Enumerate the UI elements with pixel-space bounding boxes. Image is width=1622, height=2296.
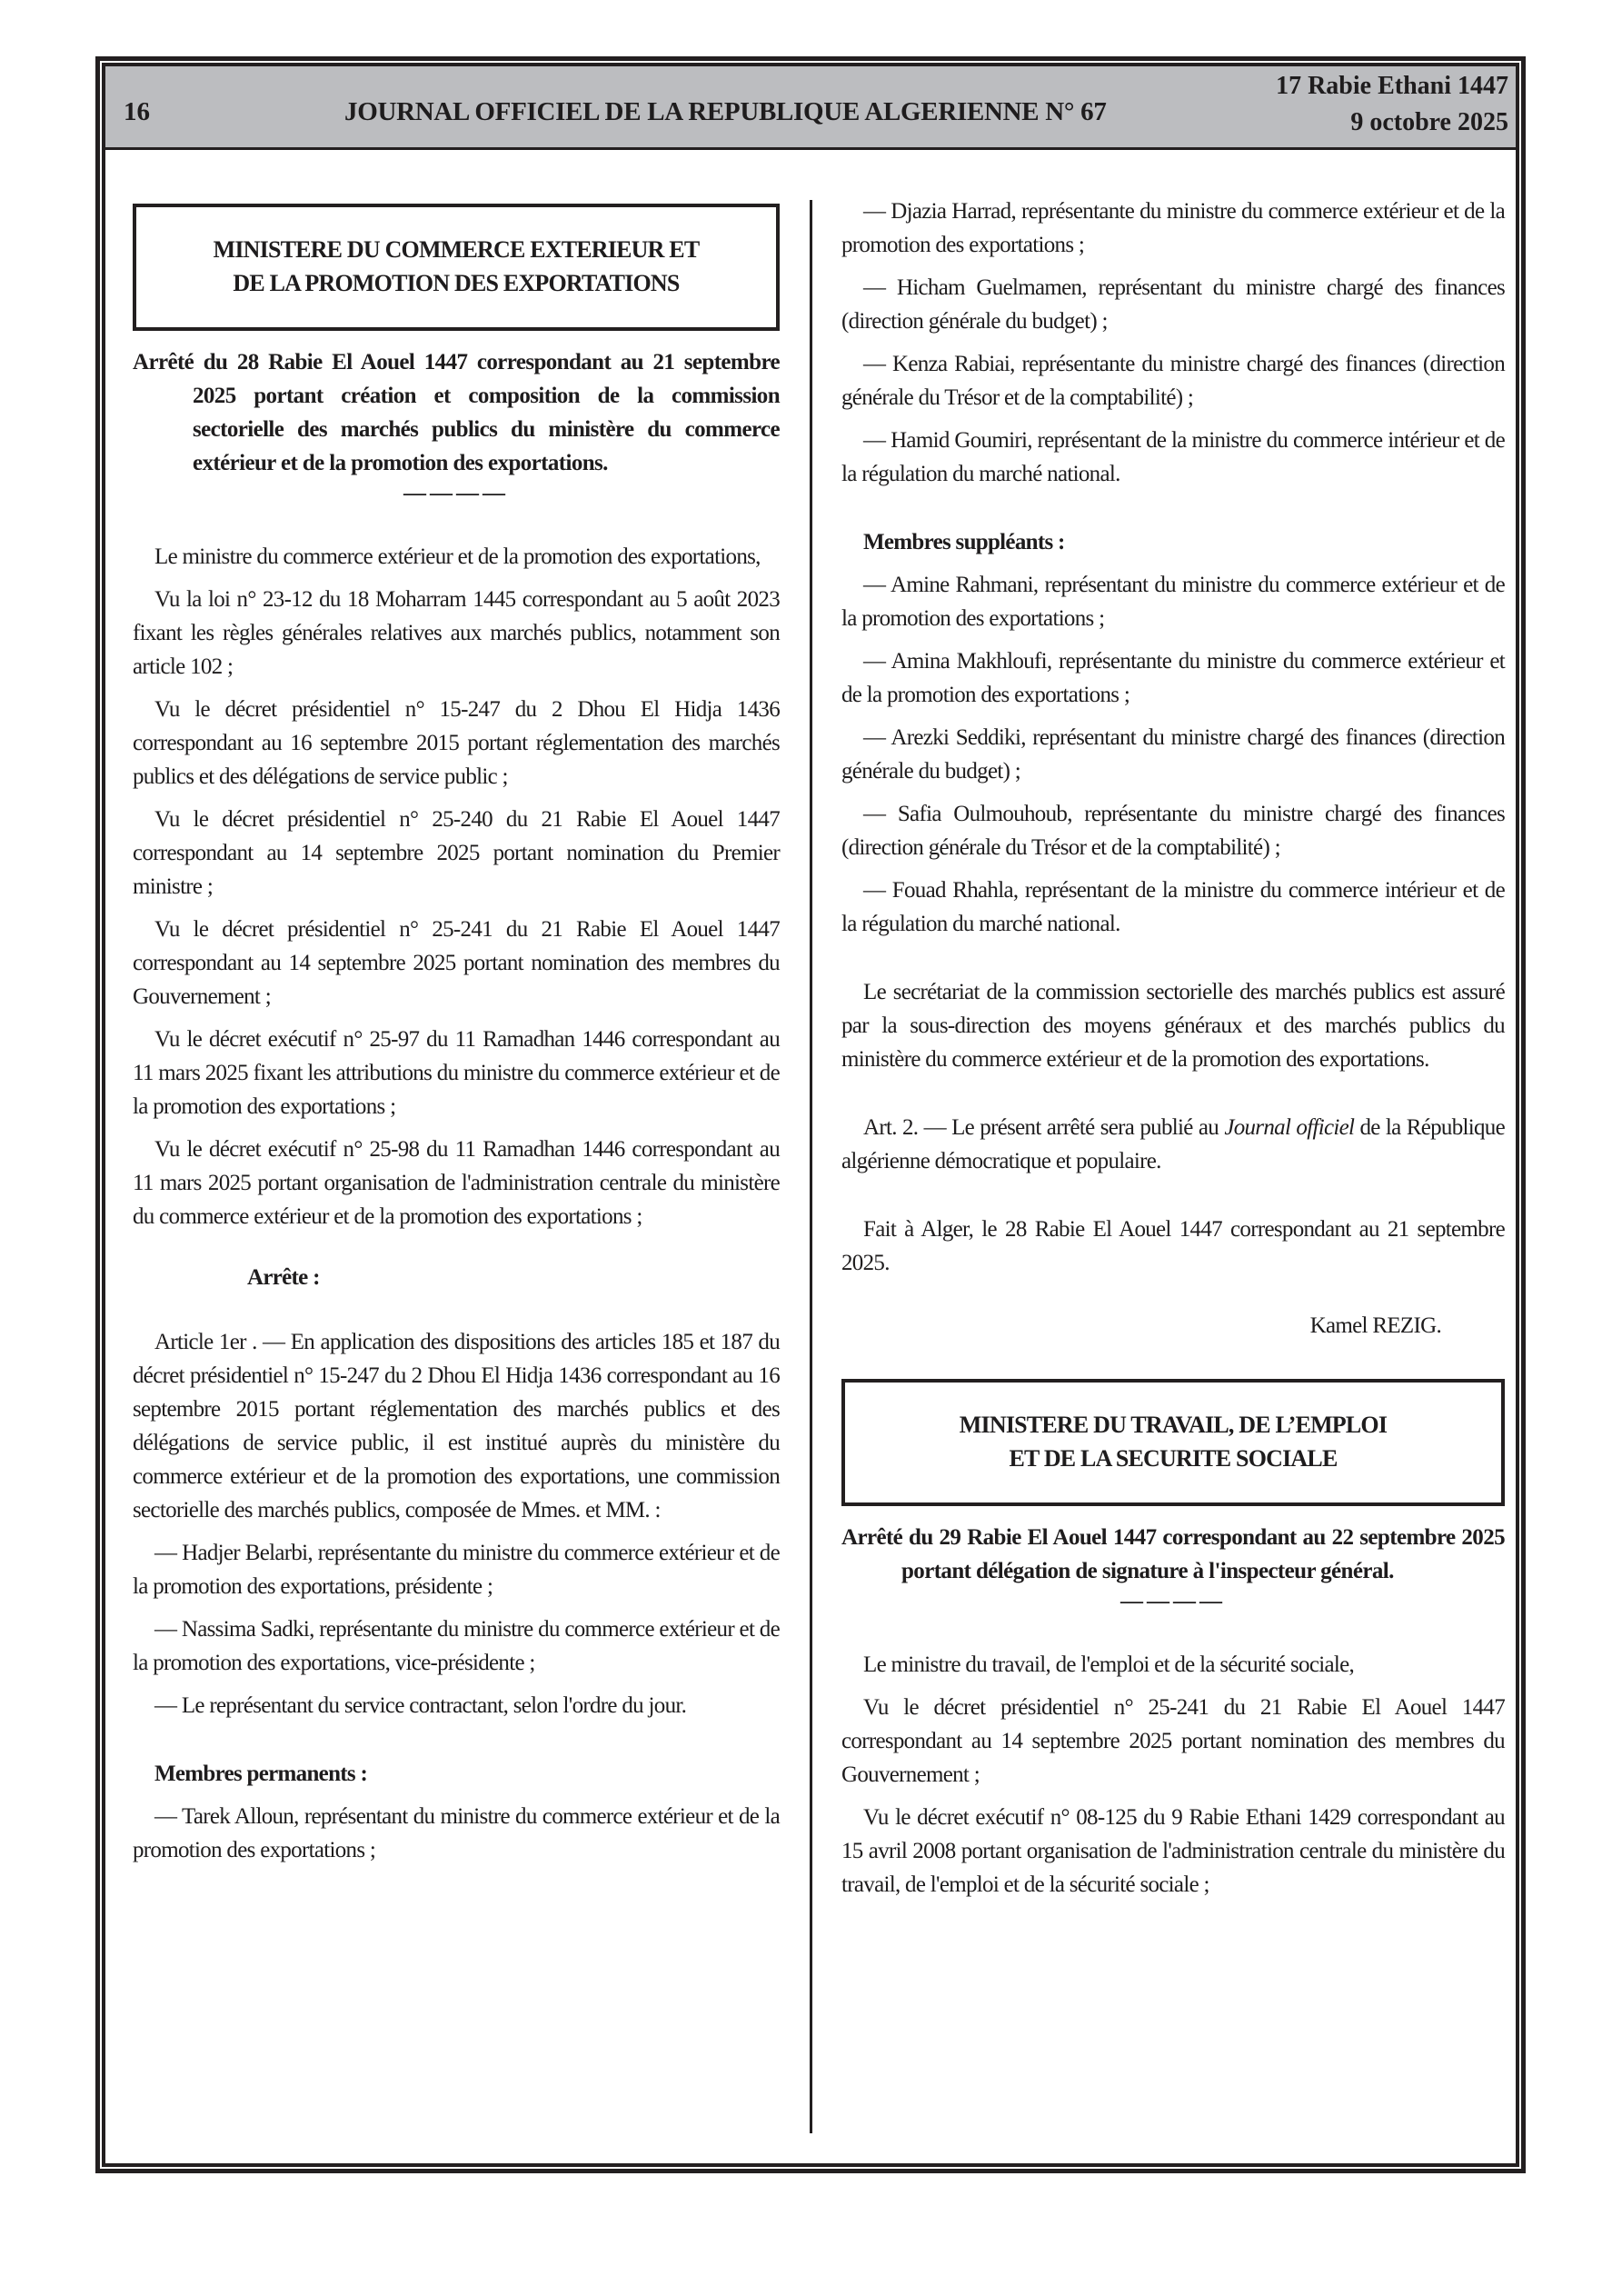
member-item: — Le représentant du service contractant, selon l'ordre du jour. <box>154 1693 687 1718</box>
article-2-prefix: Art. 2. — Le présent arrêté sera publié au <box>863 1115 1225 1140</box>
visa-paragraph: Vu le décret présidentiel n° 25-240 du 21 Rabie El Aouel 1447 correspondant au 14 septembre 2025 portant nomination du Premier ministre ; <box>133 807 780 899</box>
journal-title: JOURNAL OFFICIEL DE LA REPUBLIQUE ALGERIENNE N° 67 <box>344 97 1107 126</box>
ministry-heading-line1: MINISTERE DU TRAVAIL, DE L’EMPLOI <box>959 1412 1388 1438</box>
article-2-suffix: de la République algérienne démocratique et populaire. <box>841 1115 1505 1173</box>
member-item: — Fouad Rhahla, représentant de la ministre du commerce intérieur et de la régulation du marché national. <box>841 878 1505 936</box>
arrete-heading: Arrête : <box>247 1265 320 1290</box>
separator-dashes: ———— <box>403 481 509 505</box>
right-column <box>841 195 1505 1911</box>
hijri-date: 17 Rabie Ethani 1447 <box>1276 72 1508 100</box>
journal-header <box>105 66 1516 150</box>
member-item: — Amine Rahmani, représentant du ministre du commerce extérieur et de la promotion des exportations ; <box>841 573 1505 631</box>
ministry-heading-line2: DE LA PROMOTION DES EXPORTATIONS <box>233 270 680 296</box>
page-number: 16 <box>124 97 150 126</box>
visa-paragraph: Vu le décret présidentiel n° 25-241 du 21 Rabie El Aouel 1447 correspondant au 14 septembre 2025 portant nomination des membres du Gouvernement ; <box>841 1695 1505 1787</box>
preamble-2: Le ministre du travail, de l'emploi et de la sécurité sociale, <box>863 1652 1355 1677</box>
visa-paragraph: Vu le décret exécutif n° 25-97 du 11 Ramadhan 1446 correspondant au 11 mars 2025 fixant les attributions du ministre du commerce extérieur et de la promotion des exportations ; <box>133 1027 780 1119</box>
ministry-heading-box <box>133 204 780 331</box>
member-item: — Nassima Sadki, représentante du ministre du commerce extérieur et de la promotion des exportations, vice-présidente ; <box>133 1617 780 1675</box>
permanent-members-heading: Membres permanents : <box>154 1762 368 1786</box>
ministry-heading-line2: ET DE LA SECURITE SOCIALE <box>1009 1445 1338 1472</box>
visa-paragraph: Vu le décret présidentiel n° 25-241 du 21 Rabie El Aouel 1447 correspondant au 14 septembre 2025 portant nomination des membres du Gouvernement ; <box>133 917 780 1009</box>
left-column <box>133 204 780 1876</box>
member-item: — Amina Makhloufi, représentante du ministre du commerce extérieur et de la promotion des exportations ; <box>841 649 1505 707</box>
gregorian-date: 9 octobre 2025 <box>1350 108 1508 136</box>
member-item: — Safia Oulmouhoub, représentante du ministre chargé des finances (direction générale du Trésor et de la comptabilité) ; <box>841 802 1505 860</box>
visa-paragraph: Vu le décret exécutif n° 08-125 du 9 Rabie Ethani 1429 correspondant au 15 avril 2008 portant organisation de l'administration centrale du ministère du travail, de l'emploi et de la sécurité sociale ; <box>841 1805 1505 1897</box>
signatory: Kamel REZIG. <box>1309 1313 1441 1338</box>
ministry-heading-box-2 <box>841 1379 1505 1506</box>
journal-officiel-italic: Journal officiel <box>1224 1115 1355 1140</box>
ministry-heading-line1: MINISTERE DU COMMERCE EXTERIEUR ET <box>213 236 700 263</box>
member-item: — Hamid Goumiri, représentant de la ministre du commerce intérieur et de la régulation du marché national. <box>841 428 1505 486</box>
visa-paragraph: Vu le décret exécutif n° 25-98 du 11 Ramadhan 1446 correspondant au 11 mars 2025 portant organisation de l'administration centrale du ministère du commerce extérieur et de la promotion des exportations ; <box>133 1137 780 1229</box>
visa-paragraph: Vu le décret présidentiel n° 15-247 du 2 Dhou El Hidja 1436 correspondant au 16 septembre 2015 portant réglementation des marchés publics et des délégations de service public ; <box>133 697 780 789</box>
alternate-members-heading: Membres suppléants : <box>863 530 1065 554</box>
separator-dashes: ———— <box>1120 1589 1226 1613</box>
member-item: — Djazia Harrad, représentante du ministre du commerce extérieur et de la promotion des exportations ; <box>841 199 1505 257</box>
article-2 <box>841 1111 1505 1178</box>
arrete-title-2: Arrêté du 29 Rabie El Aouel 1447 correspondant au 22 septembre 2025 portant délégation de signature à l'inspecteur général. <box>841 1525 1505 1583</box>
visa-paragraph: Vu la loi n° 23-12 du 18 Moharram 1445 correspondant au 5 août 2023 fixant les règles générales relatives aux marchés publics, notamment son article 102 ; <box>133 587 780 679</box>
member-item: — Arezki Seddiki, représentant du ministre chargé des finances (direction générale du budget) ; <box>841 725 1505 784</box>
column-divider <box>810 200 812 2133</box>
member-item: — Hadjer Belarbi, représentante du ministre du commerce extérieur et de la promotion des exportations, présidente ; <box>133 1541 780 1599</box>
secretariat-paragraph: Le secrétariat de la commission sectorielle des marchés publics est assuré par la sous-direction des moyens généraux et des marchés publics du ministère du commerce extérieur et de la promotion des exportations. <box>841 980 1505 1072</box>
preamble: Le ministre du commerce extérieur et de la promotion des exportations, <box>154 544 761 569</box>
member-item: — Tarek Alloun, représentant du ministre du commerce extérieur et de la promotion des exportations ; <box>133 1804 780 1862</box>
article-1: Article 1er . — En application des dispositions des articles 185 et 187 du décret présidentiel n° 15-247 du 2 Dhou El Hidja 1436 correspondant au 16 septembre 2015 portant réglementation des marchés publics et des délégations de service public, il est institué auprès du ministère du commerce extérieur et de la promotion des exportations, une commission sectorielle des marchés publics, composée de Mmes. et MM. : <box>133 1330 780 1522</box>
member-item: — Hicham Guelmamen, représentant du ministre chargé des finances (direction générale du budget) ; <box>841 275 1505 334</box>
done-at: Fait à Alger, le 28 Rabie El Aouel 1447 correspondant au 21 septembre 2025. <box>841 1217 1505 1275</box>
arrete-title: Arrêté du 28 Rabie El Aouel 1447 correspondant au 21 septembre 2025 portant création et composition de la commission sectorielle des marchés publics du ministère du commerce extérieur et de la promotion des exportations. <box>133 350 780 475</box>
member-item: — Kenza Rabiai, représentante du ministre chargé des finances (direction générale du Trésor et de la comptabilité) ; <box>841 352 1505 410</box>
